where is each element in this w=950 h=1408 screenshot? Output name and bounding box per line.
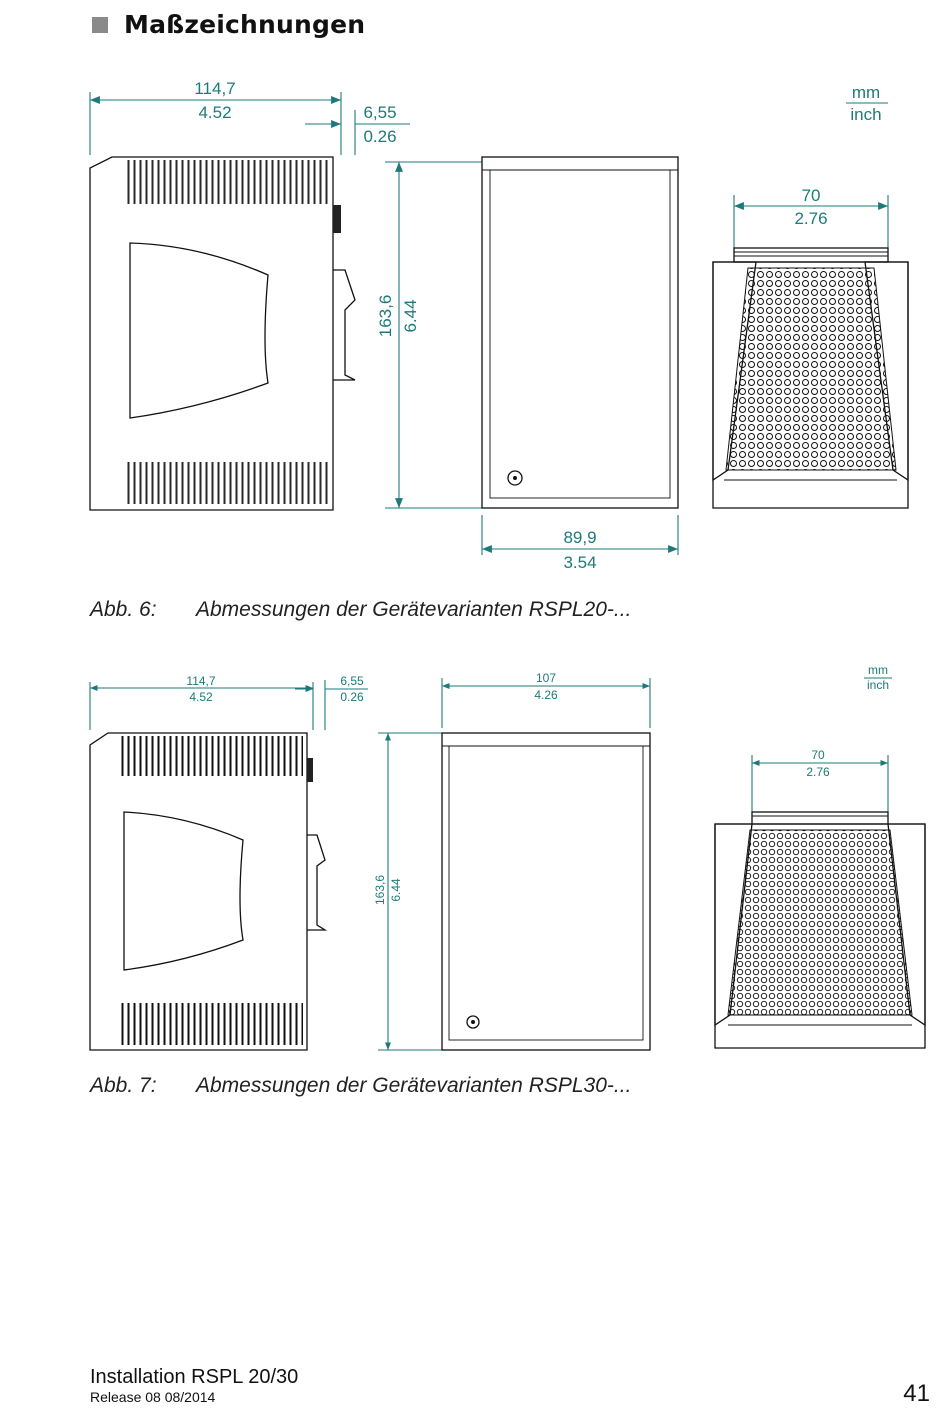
- dim-top-width-inch: 2.76: [794, 209, 828, 228]
- dim-height-mm-2: 163,6: [373, 874, 387, 906]
- dim-clip-inch: 0.26: [363, 127, 397, 146]
- top-view-2: [715, 812, 925, 1048]
- figure-caption-7: [90, 1074, 631, 1098]
- dim-side-width-mm: 114,7: [194, 79, 236, 98]
- caption-text: Abmessungen der Gerätevarianten RSPL20-...: [196, 598, 632, 621]
- unit-mm-label: mm: [851, 83, 881, 102]
- page-number: 41: [903, 1380, 930, 1407]
- caption-text-2: Abmessungen der Gerätevarianten RSPL30-...: [196, 1074, 632, 1097]
- side-view: [90, 157, 355, 510]
- dim-side-width-inch: 4.52: [198, 103, 232, 122]
- front-view: [482, 157, 678, 508]
- unit-inch-label: inch: [850, 105, 882, 124]
- page-footer: [90, 1366, 298, 1405]
- figure-caption-6: [90, 598, 631, 622]
- dim-side-width-mm-2: 114,7: [186, 674, 216, 688]
- dim-side-width-inch-2: 4.52: [189, 690, 213, 704]
- dim-front-width-inch-2: 4.26: [534, 688, 558, 702]
- page-title: Maßzeichnungen: [124, 10, 366, 39]
- dimension-drawing-rspl20: [0, 70, 950, 580]
- dim-top-width-inch-2: 2.76: [806, 765, 830, 779]
- unit-inch-label-2: inch: [866, 678, 890, 692]
- square-bullet-icon: [92, 17, 108, 33]
- caption-number: Abb. 6:: [90, 598, 157, 621]
- footer-release: Release 08 08/2014: [90, 1389, 216, 1405]
- footer-title: Installation RSPL 20/30: [90, 1366, 299, 1388]
- caption-number-2: Abb. 7:: [90, 1074, 157, 1097]
- dimension-drawing-rspl30: [0, 660, 950, 1060]
- front-view-2: [442, 733, 650, 1050]
- dim-front-width-mm-2: 107: [535, 671, 557, 685]
- dim-front-width-inch: 3.54: [563, 553, 597, 572]
- dim-clip-mm-2: 6,55: [340, 674, 364, 688]
- dim-clip-inch-2: 0.26: [340, 690, 364, 704]
- unit-mm-label-2: mm: [868, 663, 888, 677]
- dim-height-mm: 163,6: [376, 294, 395, 338]
- section-heading: [92, 10, 365, 39]
- dim-height-inch-2: 6.44: [389, 878, 403, 902]
- dim-top-width-mm: 70: [801, 186, 821, 205]
- dim-top-width-mm-2: 70: [811, 748, 825, 762]
- dim-front-width-mm: 89,9: [563, 528, 597, 547]
- side-view-2: [90, 733, 325, 1050]
- top-view: [713, 248, 908, 508]
- dim-height-inch: 6.44: [401, 299, 420, 333]
- dim-clip-mm: 6,55: [363, 103, 397, 122]
